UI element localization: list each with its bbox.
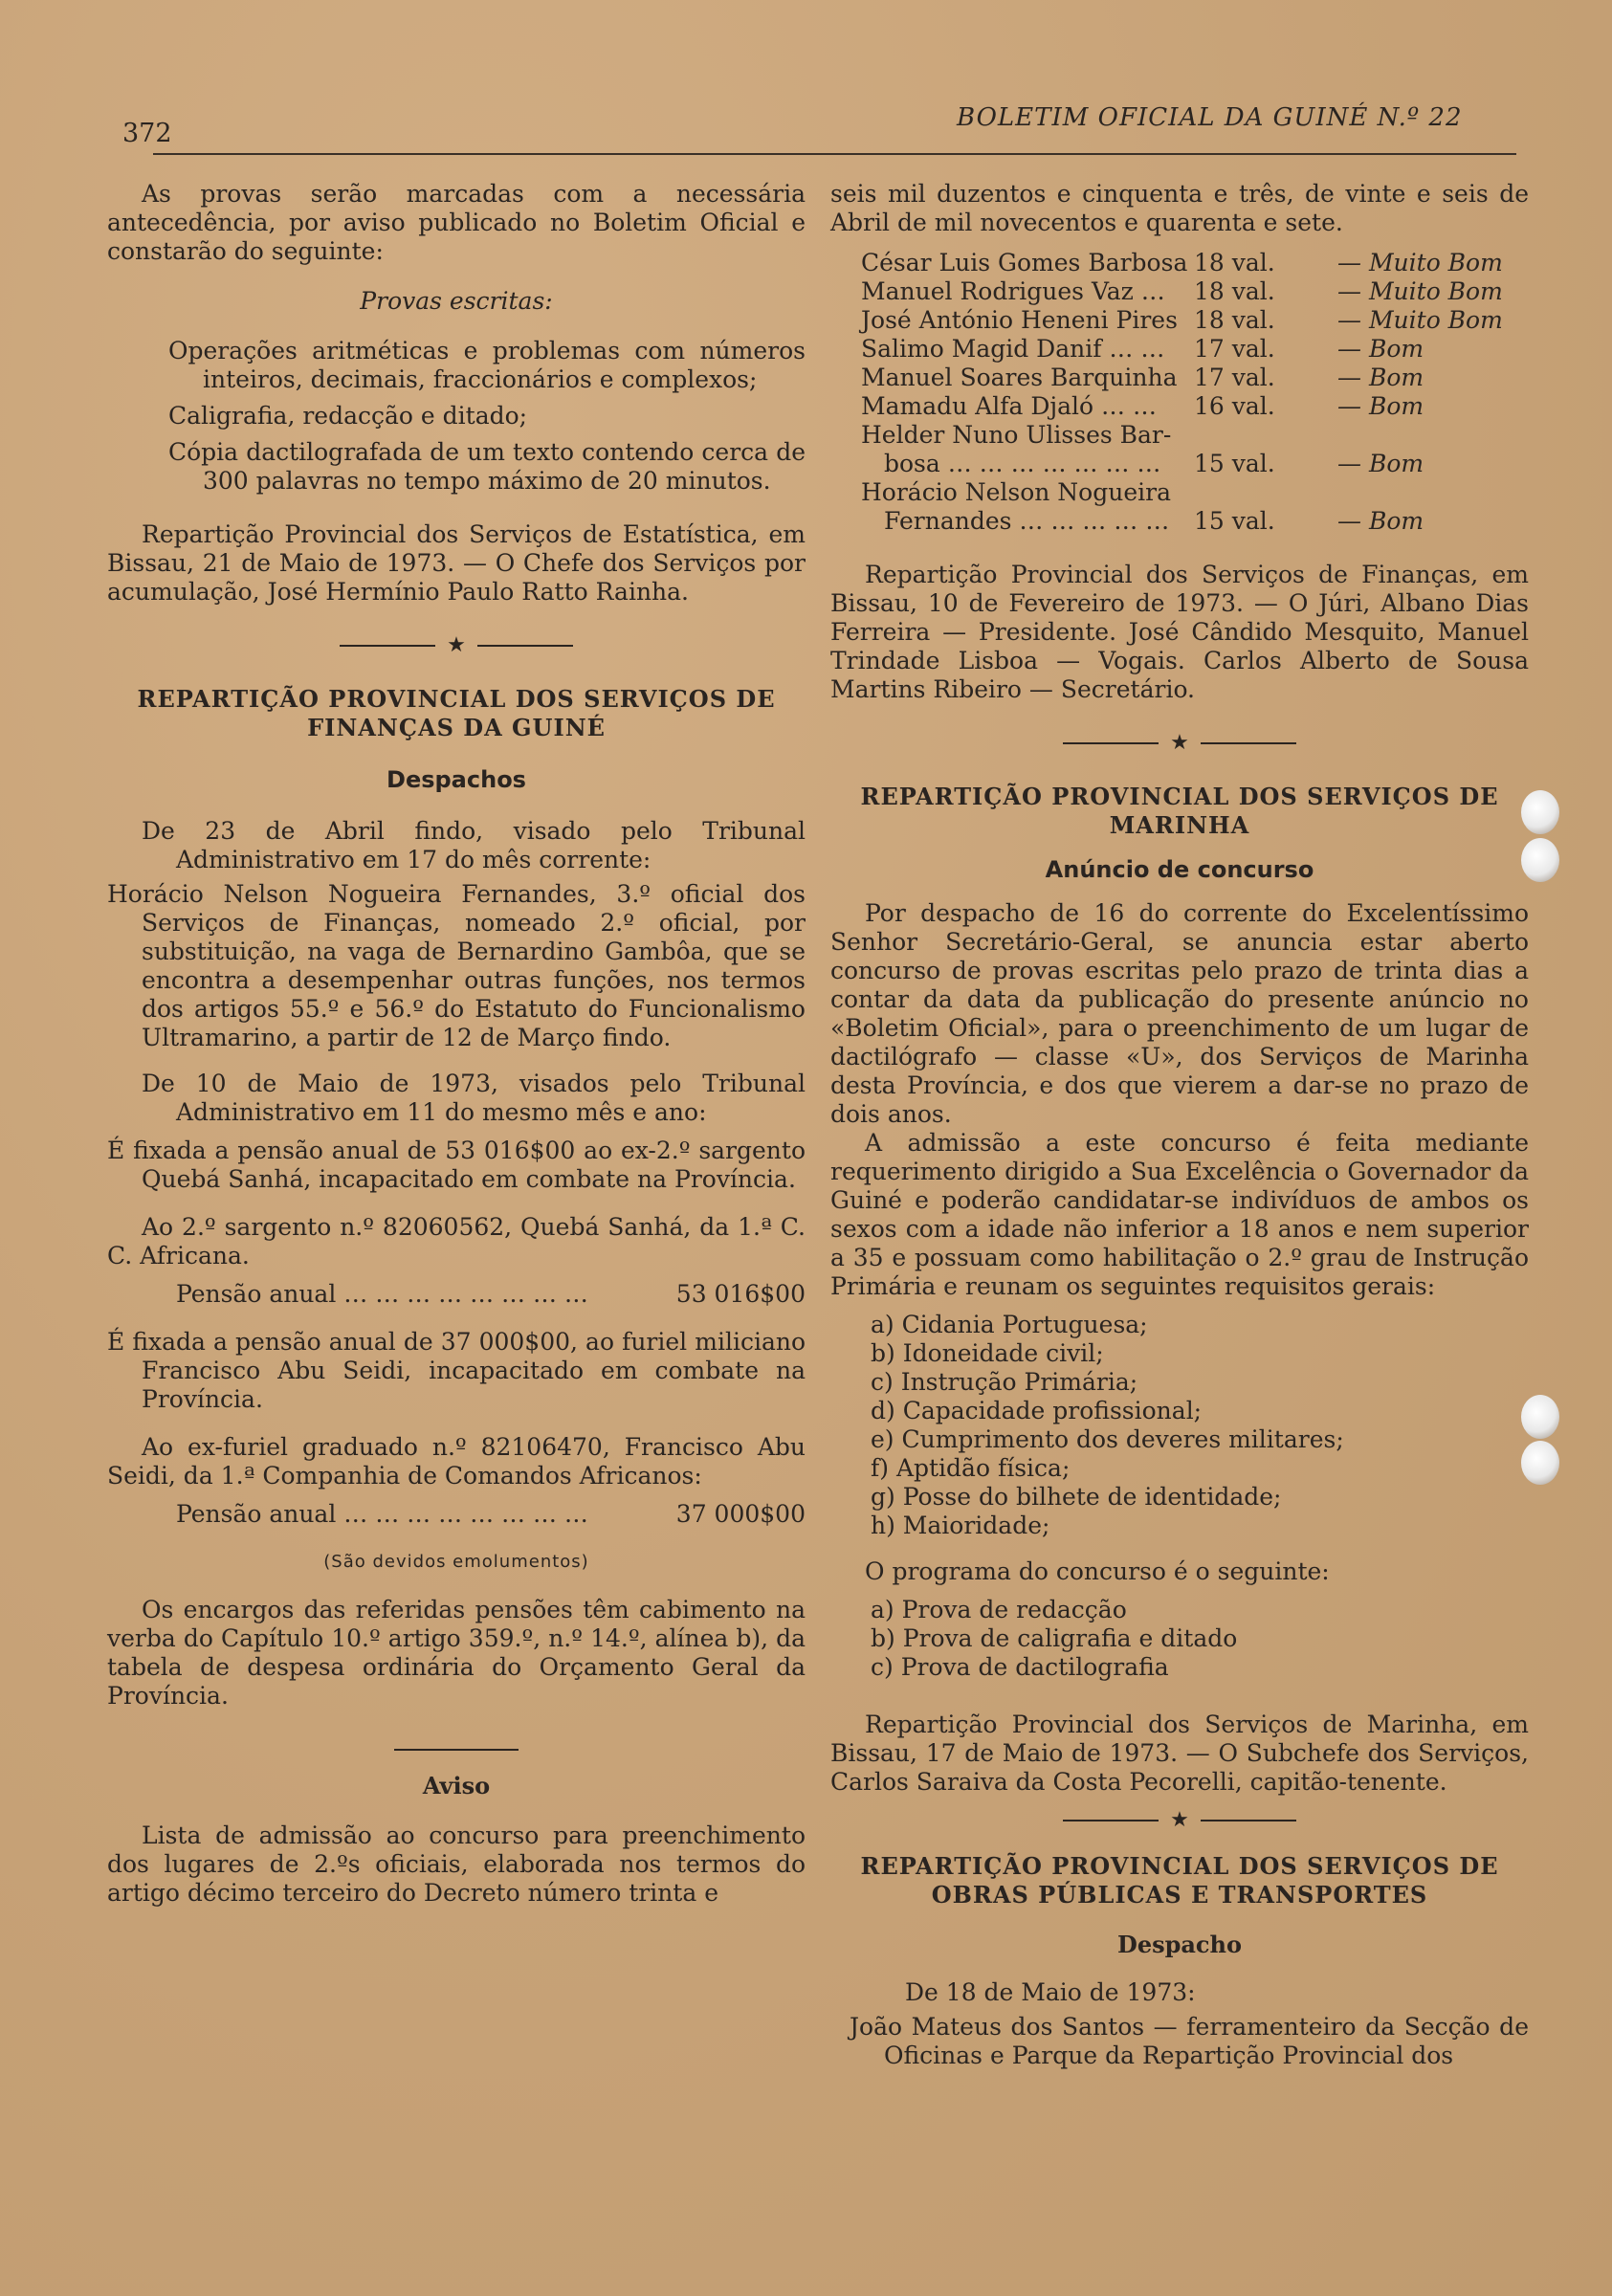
despacho-2-head: De 10 de Maio de 1973, visados pelo Tribunal Administrativo em 11 do mesmo mês e ano: [142, 1070, 806, 1126]
requisito-item: h) Maioridade; [871, 1512, 1050, 1539]
candidate-score: 15 val. [1194, 507, 1275, 535]
pensao-1-recipient: Ao 2.º sargento n.º 82060562, Quebá Sanhá, da 1.ª C. C. Africana. [107, 1213, 806, 1269]
candidate-name: Salimo Magid Danif … … [861, 335, 1165, 363]
provas-item: Cópia dactilografada de um texto contendo cerca de 300 palavras no tempo máximo de 20 minutos. [168, 438, 806, 495]
pensao-2-recipient: Ao ex-furiel graduado n.º 82106470, Francisco Abu Seidi, da 1.ª Companhia de Comandos Africanos: [107, 1433, 806, 1490]
candidate-name: Manuel Rodrigues Vaz … [861, 277, 1165, 305]
punch-hole [1521, 838, 1559, 882]
pensao-2-row [107, 1500, 806, 1529]
left-column [107, 180, 806, 1908]
requisito-item: f) Aptidão física; [871, 1454, 1071, 1482]
requisito-item: d) Capacidade profissional; [871, 1397, 1203, 1424]
intro-paragraph: As provas serão marcadas com a necessária antecedência, por aviso publicado no Boletim Oficial e constarão do seguinte: [107, 180, 806, 265]
candidate-score: 18 val. [1194, 277, 1275, 305]
candidate-score: 18 val. [1194, 306, 1275, 334]
right-column [830, 180, 1529, 2070]
candidate-grade: — Bom [1337, 507, 1424, 535]
candidate-score: 18 val. [1194, 249, 1275, 276]
anuncio-paragraph-2: A admissão a este concurso é feita mediante requerimento dirigido a Sua Excelência o Governador da Guiné e poderão candidatar-se indivíduos de ambos os sexos com a idade não inferior a 18 anos e nem superior a 35 e possuam como habilitação o 2.º grau de Instrução Primária e reunam os seguintes requisitos gerais: [830, 1129, 1529, 1300]
continuation-paragraph: seis mil duzentos e cinquenta e três, de vinte e seis de Abril de mil novecentos e quarenta e sete. [830, 180, 1529, 236]
header-rule [153, 153, 1516, 155]
candidate-grade: — Muito Bom [1337, 277, 1503, 305]
candidate-grade: — Bom [1337, 335, 1424, 363]
punch-hole [1521, 1395, 1559, 1439]
provas-label: Provas escritas: [360, 287, 553, 315]
requisito-item: a) Cidania Portuguesa; [871, 1311, 1148, 1338]
candidate-score: 17 val. [1194, 364, 1275, 391]
signature-marinha: Repartição Provincial dos Serviços de Marinha, em Bissau, 17 de Maio de 1973. — O Subchefe dos Serviços, Carlos Saraiva da Costa Pecorelli, capitão-tenente. [830, 1711, 1529, 1796]
requisito-item: g) Posse do bilhete de identidade; [871, 1483, 1282, 1511]
candidate-score: 16 val. [1194, 392, 1275, 420]
despacho-3-body: João Mateus dos Santos — ferramenteiro da Secção de Oficinas e Parque da Repartição Provincial dos [850, 2013, 1529, 2069]
despacho-heading: Despacho [1117, 1931, 1242, 1958]
pensao-label: Pensão anual … … … … … … … … [176, 1280, 588, 1308]
candidate-grade: — Bom [1337, 392, 1424, 420]
aviso-heading: Aviso [422, 1772, 491, 1799]
programa-item: b) Prova de caligrafia e ditado [871, 1624, 1238, 1652]
candidate-name-cont: Fernandes … … … … … [884, 507, 1170, 535]
candidate-name: Horácio Nelson Nogueira [861, 478, 1171, 506]
candidate-name: José António Heneni Pires [861, 306, 1178, 334]
despacho-3-head: De 18 de Maio de 1973: [905, 1978, 1196, 2006]
candidate-grade: — Bom [1337, 364, 1424, 391]
section-title-obras-publicas: REPARTIÇÃO PROVINCIAL DOS SERVIÇOS DE OBRAS PÚBLICAS E TRANSPORTES [860, 1852, 1499, 1909]
despachos-heading: Despachos [386, 766, 526, 793]
requisito-item: c) Instrução Primária; [871, 1368, 1138, 1396]
emolumentos-note: (São devidos emolumentos) [323, 1552, 589, 1572]
running-title: BOLETIM OFICIAL DA GUINÉ N.º 22 [957, 103, 1463, 132]
star-divider: ★ [830, 1806, 1529, 1835]
punch-hole [1521, 1441, 1559, 1485]
pensao-value: 53 016$00 [675, 1280, 806, 1308]
pensao-1-text: É fixada a pensão anual de 53 016$00 ao ex-2.º sargento Quebá Sanhá, incapacitado em combate na Província. [107, 1137, 806, 1193]
provas-item: Caligrafia, redacção e ditado; [168, 402, 528, 430]
punch-hole [1521, 790, 1559, 834]
page-number: 372 [122, 119, 172, 148]
candidate-score: 15 val. [1194, 450, 1275, 477]
anuncio-heading: Anúncio de concurso [1045, 856, 1314, 883]
candidate-grade: — Muito Bom [1337, 249, 1503, 276]
provas-item: Operações aritméticas e problemas com números inteiros, decimais, fraccionários e complexos; [168, 337, 806, 393]
signature-juri: Repartição Provincial dos Serviços de Finanças, em Bissau, 10 de Fevereiro de 1973. — O Júri, Albano Dias Ferreira — Presidente. José Cândido Mesquito, Manuel Trindade Lisboa — Vogais. Carlos Alberto de Sousa Martins Ribeiro — Secretário. [830, 561, 1529, 703]
despacho-1-body: Horácio Nelson Nogueira Fernandes, 3.º oficial dos Serviços de Finanças, nomeado 2.º oficial, por substituição, na vaga de Bernardino Gambôa, que se encontra a desempenhar outras funções, nos termos dos artigos 55.º e 56.º do Estatuto do Funcionalismo Ultramarino, a partir de 12 de Março findo. [107, 880, 806, 1051]
candidate-name: César Luis Gomes Barbosa [861, 249, 1188, 276]
pensao-value: 37 000$00 [675, 1500, 806, 1528]
requisito-item: b) Idoneidade civil; [871, 1339, 1104, 1367]
candidate-name: Manuel Soares Barquinha [861, 364, 1178, 391]
candidate-grade: — Bom [1337, 450, 1424, 477]
programa-intro: O programa do concurso é o seguinte: [865, 1557, 1330, 1585]
star-divider: ★ [830, 729, 1529, 758]
programa-list [830, 1596, 1529, 1682]
star-divider: ★ [107, 631, 806, 660]
lista-paragraph: Lista de admissão ao concurso para preenchimento dos lugares de 2.ºs oficiais, elaborada nos termos do artigo décimo terceiro do Decreto número trinta e [107, 1821, 806, 1907]
anuncio-paragraph-1: Por despacho de 16 do corrente do Excelentíssimo Senhor Secretário-Geral, se anuncia estar aberto concurso de provas escritas pelo prazo de trinta dias a contar da data da publicação do presente anúncio no «Boletim Oficial», para o preenchimento de um lugar de dactilógrafo — classe «U», dos Serviços de Marinha desta Província, e dos que vierem a dar-se no prazo de dois anos. [830, 899, 1529, 1128]
section-title-financas: REPARTIÇÃO PROVINCIAL DOS SERVIÇOS DE FINANÇAS DA GUINÉ [137, 685, 776, 741]
short-rule [394, 1749, 519, 1751]
requisitos-list [830, 1311, 1529, 1540]
candidate-name: Helder Nuno Ulisses Bar- [861, 421, 1172, 449]
candidate-score: 17 val. [1194, 335, 1275, 363]
despacho-1-head: De 23 de Abril findo, visado pelo Tribunal Administrativo em 17 do mês corrente: [142, 817, 806, 873]
section-title-marinha: REPARTIÇÃO PROVINCIAL DOS SERVIÇOS DE MARINHA [860, 783, 1499, 839]
candidates-table [830, 249, 1529, 536]
programa-item: a) Prova de redacção [871, 1596, 1127, 1623]
programa-item: c) Prova de dactilografia [871, 1653, 1169, 1681]
pensao-1-row [107, 1280, 806, 1309]
pensao-label: Pensão anual … … … … … … … … [176, 1500, 588, 1528]
requisito-item: e) Cumprimento dos deveres militares; [871, 1425, 1344, 1453]
encargos-paragraph: Os encargos das referidas pensões têm cabimento na verba do Capítulo 10.º artigo 359.º, n.º 14.º, alínea b), da tabela de despesa ordinária do Orçamento Geral da Província. [107, 1596, 806, 1710]
candidate-grade: — Muito Bom [1337, 306, 1503, 334]
candidate-name: Mamadu Alfa Djaló … … [861, 392, 1157, 420]
pensao-2-text: É fixada a pensão anual de 37 000$00, ao furiel miliciano Francisco Abu Seidi, incapacitado em combate na Província. [107, 1328, 806, 1413]
signature-estatistica: Repartição Provincial dos Serviços de Estatística, em Bissau, 21 de Maio de 1973. — O Chefe dos Serviços por acumulação, José Hermínio Paulo Ratto Rainha. [107, 520, 806, 606]
candidate-name-cont: bosa … … … … … … … [884, 450, 1161, 477]
